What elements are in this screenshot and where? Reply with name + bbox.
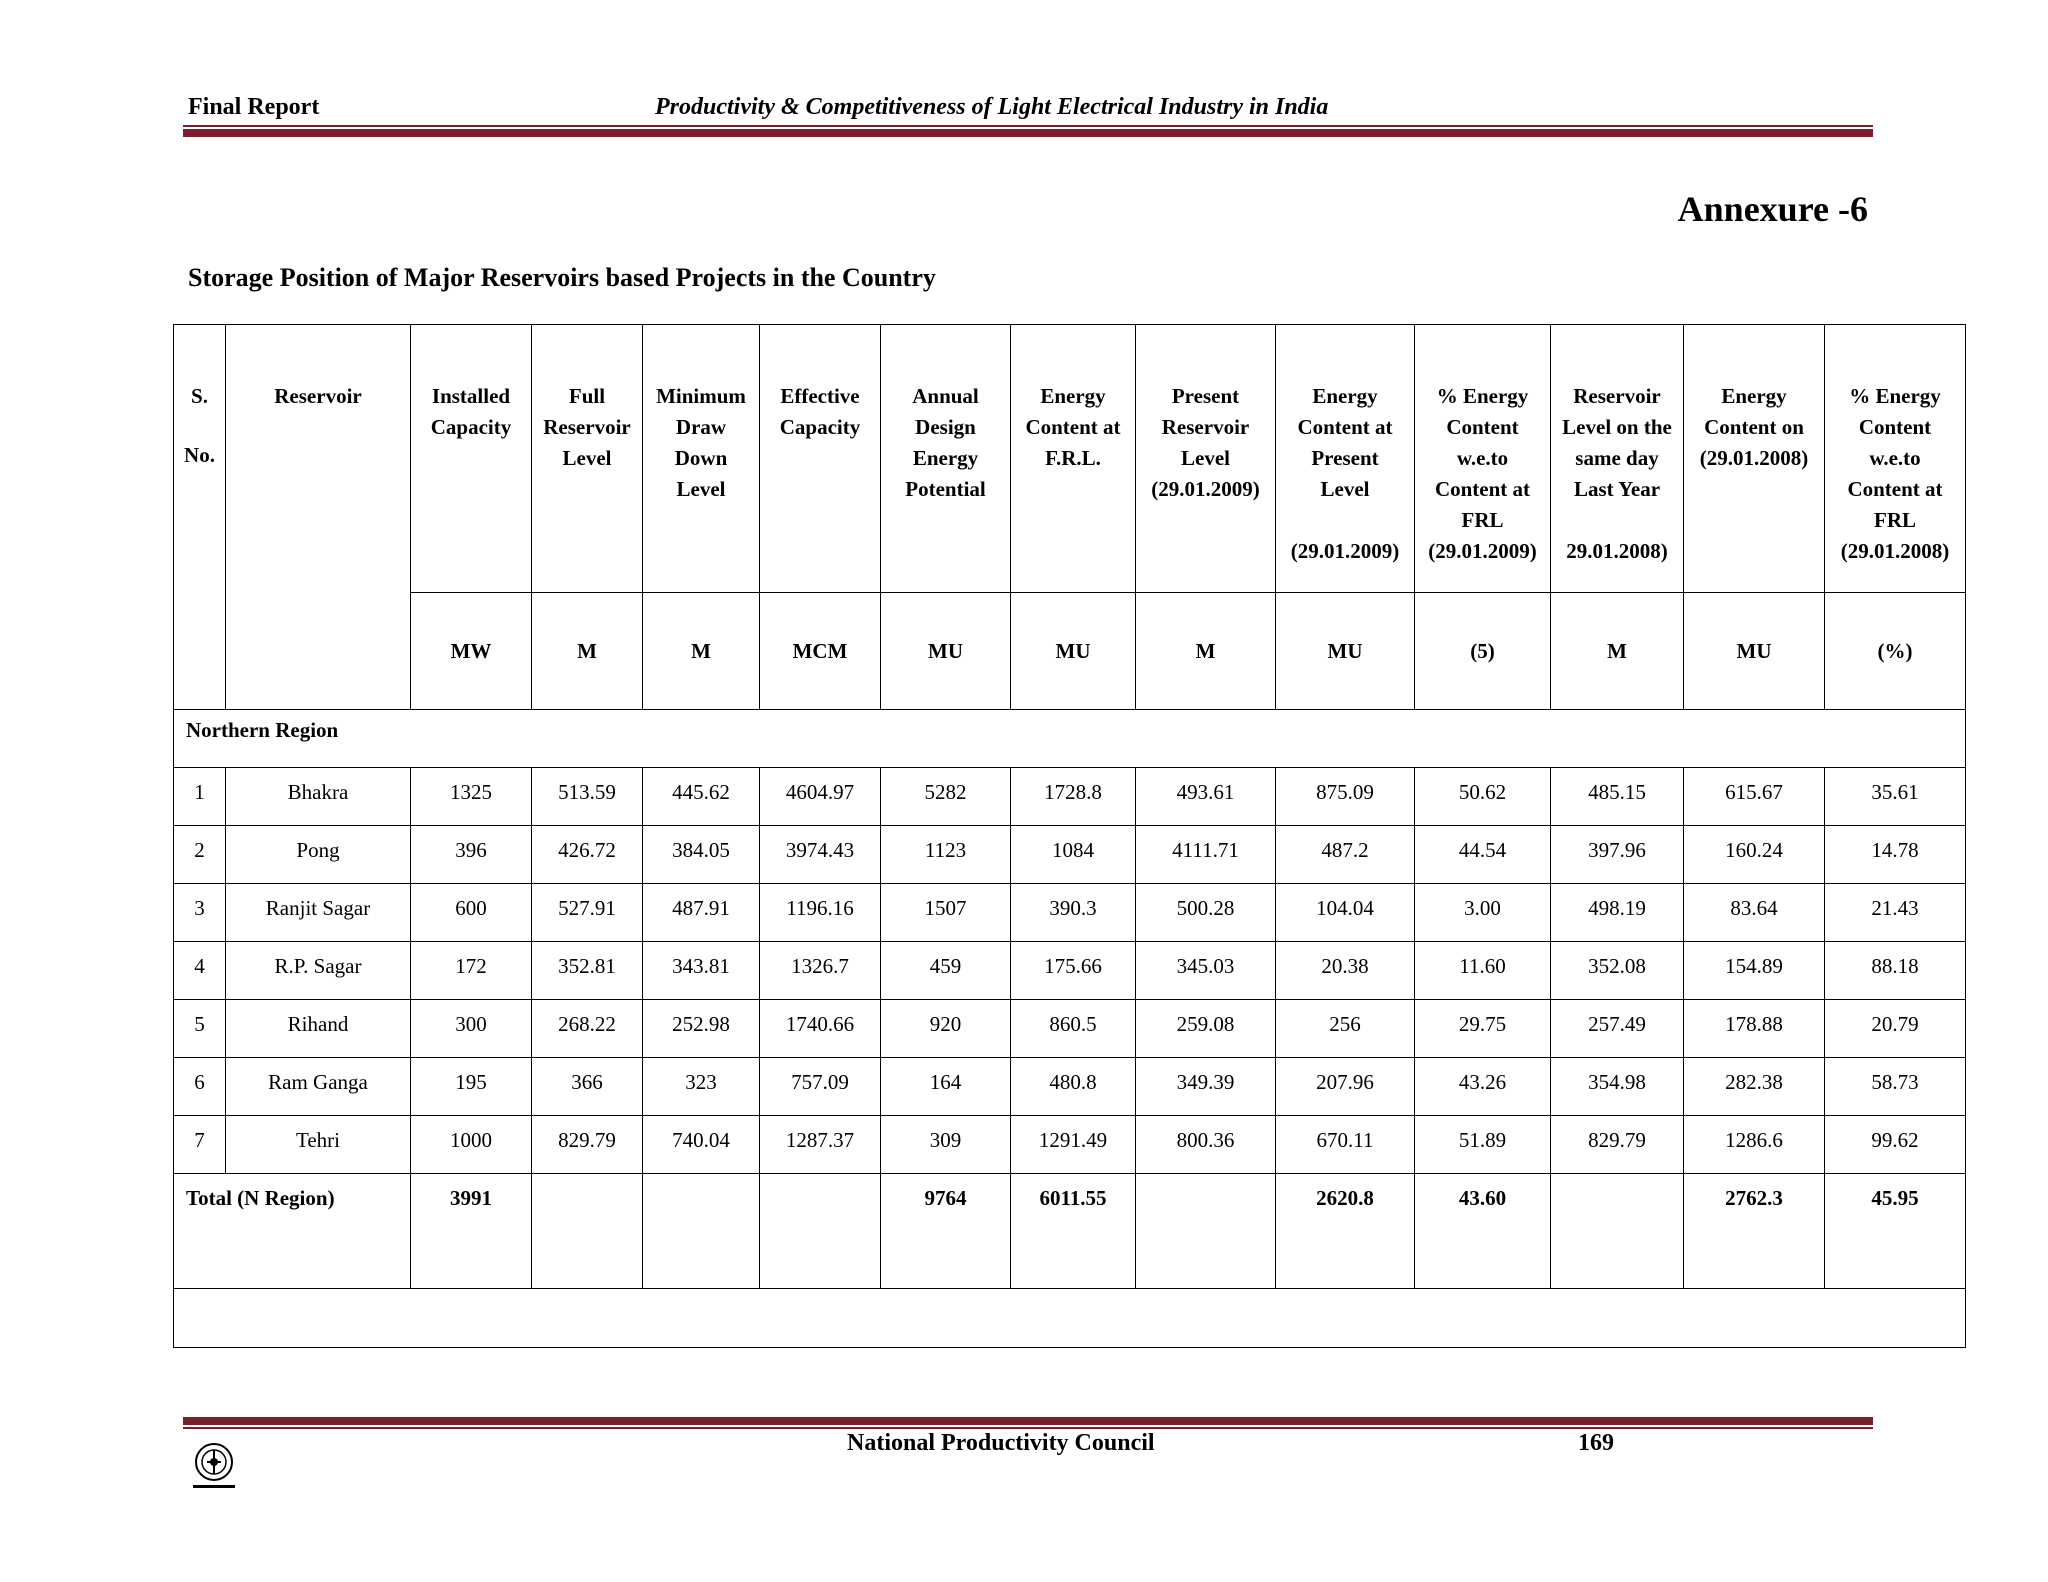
reservoir-name-cell: Pong bbox=[226, 826, 411, 884]
col-header-line: Reservoir bbox=[1161, 415, 1250, 439]
col-header-installed-capacity bbox=[411, 325, 532, 593]
col-header-line: Potential bbox=[905, 477, 986, 501]
reservoir-name-cell: Tehri bbox=[226, 1116, 411, 1174]
value-cell: 366 bbox=[532, 1058, 643, 1116]
value-cell: 83.64 bbox=[1684, 884, 1825, 942]
sno-cell: 6 bbox=[174, 1058, 226, 1116]
value-cell: 1728.8 bbox=[1011, 768, 1136, 826]
col-header-line: (29.01.2009) bbox=[1151, 477, 1260, 501]
value-cell: 160.24 bbox=[1684, 826, 1825, 884]
value-cell: 829.79 bbox=[532, 1116, 643, 1174]
value-cell: 207.96 bbox=[1276, 1058, 1415, 1116]
col-header-line: Energy bbox=[1040, 384, 1106, 408]
col-header-line: Capacity bbox=[779, 415, 861, 439]
header-rule-thick bbox=[183, 129, 1873, 137]
col-header-line: Level bbox=[562, 446, 612, 470]
value-cell: 175.66 bbox=[1011, 942, 1136, 1000]
value-cell: 58.73 bbox=[1825, 1058, 1966, 1116]
col-header-line: Reservoir bbox=[274, 384, 362, 408]
value-cell: 323 bbox=[643, 1058, 760, 1116]
unit-cell: M bbox=[1136, 593, 1276, 710]
header-title: Productivity & Competitiveness of Light Electrical Industry in India bbox=[655, 94, 1329, 120]
value-cell: 252.98 bbox=[643, 1000, 760, 1058]
col-header-line: Effective bbox=[780, 384, 860, 408]
total-label: Total (N Region) bbox=[174, 1174, 411, 1289]
units-row bbox=[174, 593, 1966, 710]
table-title: Storage Position of Major Reservoirs based Projects in the Country bbox=[188, 263, 936, 292]
col-header-line: (29.01.2009) bbox=[1428, 539, 1537, 563]
value-cell: 352.08 bbox=[1551, 942, 1684, 1000]
reservoir-name-cell: Bhakra bbox=[226, 768, 411, 826]
value-cell: 1123 bbox=[881, 826, 1011, 884]
col-header-line: Last Year bbox=[1573, 477, 1661, 501]
value-cell: 1740.66 bbox=[760, 1000, 881, 1058]
col-header-line: F.R.L. bbox=[1045, 446, 1101, 470]
value-cell: 354.98 bbox=[1551, 1058, 1684, 1116]
value-cell: 164 bbox=[881, 1058, 1011, 1116]
col-header-effective-capacity bbox=[760, 325, 881, 593]
value-cell: 500.28 bbox=[1136, 884, 1276, 942]
col-header-line: Level bbox=[676, 477, 726, 501]
value-cell: 20.79 bbox=[1825, 1000, 1966, 1058]
value-cell: 1286.6 bbox=[1684, 1116, 1825, 1174]
col-header-pct-energy-2009 bbox=[1415, 325, 1551, 593]
col-header-line bbox=[1555, 505, 1679, 536]
sno-cell: 1 bbox=[174, 768, 226, 826]
total-cell: 45.95 bbox=[1825, 1174, 1966, 1289]
value-cell: 757.09 bbox=[760, 1058, 881, 1116]
table-row bbox=[174, 1058, 1966, 1116]
col-header-line: Energy bbox=[912, 446, 979, 470]
col-header-line: w.e.to bbox=[1869, 446, 1921, 470]
value-cell: 257.49 bbox=[1551, 1000, 1684, 1058]
value-cell: 397.96 bbox=[1551, 826, 1684, 884]
total-cell bbox=[532, 1174, 643, 1289]
total-cell: 2762.3 bbox=[1684, 1174, 1825, 1289]
value-cell: 670.11 bbox=[1276, 1116, 1415, 1174]
value-cell: 396 bbox=[411, 826, 532, 884]
col-header-energy-content-present bbox=[1276, 325, 1415, 593]
value-cell: 829.79 bbox=[1551, 1116, 1684, 1174]
value-cell: 21.43 bbox=[1825, 884, 1966, 942]
unit-cell: M bbox=[532, 593, 643, 710]
value-cell: 51.89 bbox=[1415, 1116, 1551, 1174]
unit-cell: (%) bbox=[1825, 593, 1966, 710]
value-cell: 875.09 bbox=[1276, 768, 1415, 826]
sno-cell: 2 bbox=[174, 826, 226, 884]
value-cell: 195 bbox=[411, 1058, 532, 1116]
col-header-line: Minimum bbox=[656, 384, 746, 408]
value-cell: 426.72 bbox=[532, 826, 643, 884]
value-cell: 1000 bbox=[411, 1116, 532, 1174]
total-cell bbox=[1551, 1174, 1684, 1289]
table-header-row bbox=[174, 325, 1966, 593]
value-cell: 50.62 bbox=[1415, 768, 1551, 826]
unit-cell: MW bbox=[411, 593, 532, 710]
empty-cell bbox=[174, 1289, 1966, 1348]
value-cell: 600 bbox=[411, 884, 532, 942]
value-cell: 29.75 bbox=[1415, 1000, 1551, 1058]
col-header-line: Design bbox=[915, 415, 976, 439]
value-cell: 390.3 bbox=[1011, 884, 1136, 942]
table-row bbox=[174, 942, 1966, 1000]
col-header-line: Energy bbox=[1312, 384, 1378, 408]
value-cell: 1291.49 bbox=[1011, 1116, 1136, 1174]
value-cell: 3974.43 bbox=[760, 826, 881, 884]
reservoir-name-cell: Ranjit Sagar bbox=[226, 884, 411, 942]
col-header-reservoir-level-last-year bbox=[1551, 325, 1684, 593]
value-cell: 1287.37 bbox=[760, 1116, 881, 1174]
col-header-line: Content on bbox=[1704, 415, 1804, 439]
value-cell: 527.91 bbox=[532, 884, 643, 942]
total-cell: 9764 bbox=[881, 1174, 1011, 1289]
unit-cell: (5) bbox=[1415, 593, 1551, 710]
value-cell: 44.54 bbox=[1415, 826, 1551, 884]
col-header-line: Content bbox=[1446, 415, 1519, 439]
header-rule-thin bbox=[183, 125, 1873, 127]
col-header-line: 29.01.2008) bbox=[1566, 539, 1668, 563]
value-cell: 615.67 bbox=[1684, 768, 1825, 826]
col-header-line: Level bbox=[1181, 446, 1230, 470]
value-cell: 480.8 bbox=[1011, 1058, 1136, 1116]
value-cell: 20.38 bbox=[1276, 942, 1415, 1000]
col-header-line: Reservoir bbox=[1573, 384, 1661, 408]
value-cell: 343.81 bbox=[643, 942, 760, 1000]
col-header-line: Annual bbox=[912, 384, 979, 408]
unit-cell: MU bbox=[1684, 593, 1825, 710]
total-cell: 3991 bbox=[411, 1174, 532, 1289]
region-label: Northern Region bbox=[174, 710, 1966, 768]
col-header-line: Present bbox=[1311, 446, 1379, 470]
col-header-sno: S. No. bbox=[174, 325, 226, 710]
value-cell: 740.04 bbox=[643, 1116, 760, 1174]
col-header-line: Energy bbox=[1721, 384, 1787, 408]
table-row bbox=[174, 884, 1966, 942]
table-row bbox=[174, 1116, 1966, 1174]
value-cell: 445.62 bbox=[643, 768, 760, 826]
table-row bbox=[174, 1000, 1966, 1058]
reservoir-name-cell: Ram Ganga bbox=[226, 1058, 411, 1116]
value-cell: 4111.71 bbox=[1136, 826, 1276, 884]
header-left: Final Report bbox=[188, 94, 320, 120]
unit-cell: M bbox=[643, 593, 760, 710]
col-header-line: Content at bbox=[1025, 415, 1121, 439]
col-header-line: Capacity bbox=[430, 415, 512, 439]
table-row bbox=[174, 768, 1966, 826]
value-cell: 88.18 bbox=[1825, 942, 1966, 1000]
col-header-line: Full bbox=[568, 384, 606, 408]
value-cell: 99.62 bbox=[1825, 1116, 1966, 1174]
value-cell: 860.5 bbox=[1011, 1000, 1136, 1058]
col-header-energy-content-frl bbox=[1011, 325, 1136, 593]
col-header-full-reservoir-level bbox=[532, 325, 643, 593]
col-header-line: Level bbox=[1320, 477, 1370, 501]
col-header-line: Down bbox=[674, 446, 728, 470]
value-cell: 1084 bbox=[1011, 826, 1136, 884]
value-cell: 352.81 bbox=[532, 942, 643, 1000]
col-header-line: % Energy bbox=[1849, 384, 1941, 408]
value-cell: 384.05 bbox=[643, 826, 760, 884]
sno-cell: 3 bbox=[174, 884, 226, 942]
value-cell: 513.59 bbox=[532, 768, 643, 826]
col-header-line: Present bbox=[1171, 384, 1240, 408]
col-header-line bbox=[1280, 505, 1410, 536]
unit-cell: MU bbox=[1276, 593, 1415, 710]
value-cell: 14.78 bbox=[1825, 826, 1966, 884]
unit-cell: MCM bbox=[760, 593, 881, 710]
value-cell: 259.08 bbox=[1136, 1000, 1276, 1058]
col-header-present-reservoir-level bbox=[1136, 325, 1276, 593]
value-cell: 43.26 bbox=[1415, 1058, 1551, 1116]
col-header-line: % Energy bbox=[1436, 384, 1529, 408]
value-cell: 459 bbox=[881, 942, 1011, 1000]
value-cell: 256 bbox=[1276, 1000, 1415, 1058]
col-header-annual-design-energy bbox=[881, 325, 1011, 593]
total-cell bbox=[760, 1174, 881, 1289]
footer-rule-thick bbox=[183, 1417, 1873, 1425]
value-cell: 4604.97 bbox=[760, 768, 881, 826]
sno-cell: 7 bbox=[174, 1116, 226, 1174]
value-cell: 268.22 bbox=[532, 1000, 643, 1058]
value-cell: 5282 bbox=[881, 768, 1011, 826]
value-cell: 1326.7 bbox=[760, 942, 881, 1000]
value-cell: 1325 bbox=[411, 768, 532, 826]
value-cell: 920 bbox=[881, 1000, 1011, 1058]
total-row bbox=[174, 1174, 1966, 1289]
value-cell: 498.19 bbox=[1551, 884, 1684, 942]
col-header-line: w.e.to bbox=[1456, 446, 1509, 470]
col-header-line: Level on the bbox=[1562, 415, 1672, 439]
col-header-line: Draw bbox=[675, 415, 727, 439]
col-header-min-draw-down-level bbox=[643, 325, 760, 593]
unit-cell: MU bbox=[881, 593, 1011, 710]
empty-row bbox=[174, 1289, 1966, 1348]
sno-cell: 5 bbox=[174, 1000, 226, 1058]
value-cell: 493.61 bbox=[1136, 768, 1276, 826]
footer-org: National Productivity Council bbox=[847, 1430, 1155, 1456]
value-cell: 487.2 bbox=[1276, 826, 1415, 884]
value-cell: 1507 bbox=[881, 884, 1011, 942]
value-cell: 172 bbox=[411, 942, 532, 1000]
col-header-line: Content at bbox=[1434, 477, 1531, 501]
total-cell: 2620.8 bbox=[1276, 1174, 1415, 1289]
value-cell: 104.04 bbox=[1276, 884, 1415, 942]
col-header-line: Content bbox=[1858, 415, 1932, 439]
col-header-line: Content at bbox=[1297, 415, 1393, 439]
footer-rule-thin bbox=[183, 1427, 1873, 1429]
value-cell: 345.03 bbox=[1136, 942, 1276, 1000]
col-header-line: Content at bbox=[1847, 477, 1943, 501]
value-cell: 309 bbox=[881, 1116, 1011, 1174]
value-cell: 485.15 bbox=[1551, 768, 1684, 826]
col-header-line: (29.01.2008) bbox=[1699, 446, 1809, 470]
total-cell bbox=[643, 1174, 760, 1289]
col-header-line: FRL bbox=[1874, 508, 1916, 532]
col-header-line: FRL bbox=[1461, 508, 1504, 532]
col-header-line: (29.01.2009) bbox=[1290, 539, 1400, 563]
reservoir-table bbox=[173, 324, 1966, 1348]
value-cell: 282.38 bbox=[1684, 1058, 1825, 1116]
col-header-energy-content-2008 bbox=[1684, 325, 1825, 593]
annexure-label: Annexure -6 bbox=[1677, 189, 1868, 229]
value-cell: 1196.16 bbox=[760, 884, 881, 942]
col-header-reservoir bbox=[226, 325, 411, 710]
value-cell: 3.00 bbox=[1415, 884, 1551, 942]
col-header-line: same day bbox=[1575, 446, 1659, 470]
col-header-line: Reservoir bbox=[543, 415, 631, 439]
col-header-line: (29.01.2008) bbox=[1840, 539, 1950, 563]
sno-cell: 4 bbox=[174, 942, 226, 1000]
region-row bbox=[174, 710, 1966, 768]
data-rows bbox=[174, 768, 1966, 1174]
col-header-pct-energy-2008 bbox=[1825, 325, 1966, 593]
value-cell: 487.91 bbox=[643, 884, 760, 942]
value-cell: 35.61 bbox=[1825, 768, 1966, 826]
page-number: 169 bbox=[1578, 1430, 1614, 1456]
value-cell: 11.60 bbox=[1415, 942, 1551, 1000]
col-header-line: Installed bbox=[431, 384, 511, 408]
reservoir-name-cell: R.P. Sagar bbox=[226, 942, 411, 1000]
value-cell: 154.89 bbox=[1684, 942, 1825, 1000]
value-cell: 349.39 bbox=[1136, 1058, 1276, 1116]
reservoir-name-cell: Rihand bbox=[226, 1000, 411, 1058]
npc-emblem-icon bbox=[183, 1435, 263, 1495]
value-cell: 300 bbox=[411, 1000, 532, 1058]
value-cell: 178.88 bbox=[1684, 1000, 1825, 1058]
total-cell bbox=[1136, 1174, 1276, 1289]
table-row bbox=[174, 826, 1966, 884]
total-cell: 6011.55 bbox=[1011, 1174, 1136, 1289]
total-cell: 43.60 bbox=[1415, 1174, 1551, 1289]
unit-cell: M bbox=[1551, 593, 1684, 710]
value-cell: 800.36 bbox=[1136, 1116, 1276, 1174]
unit-cell: MU bbox=[1011, 593, 1136, 710]
